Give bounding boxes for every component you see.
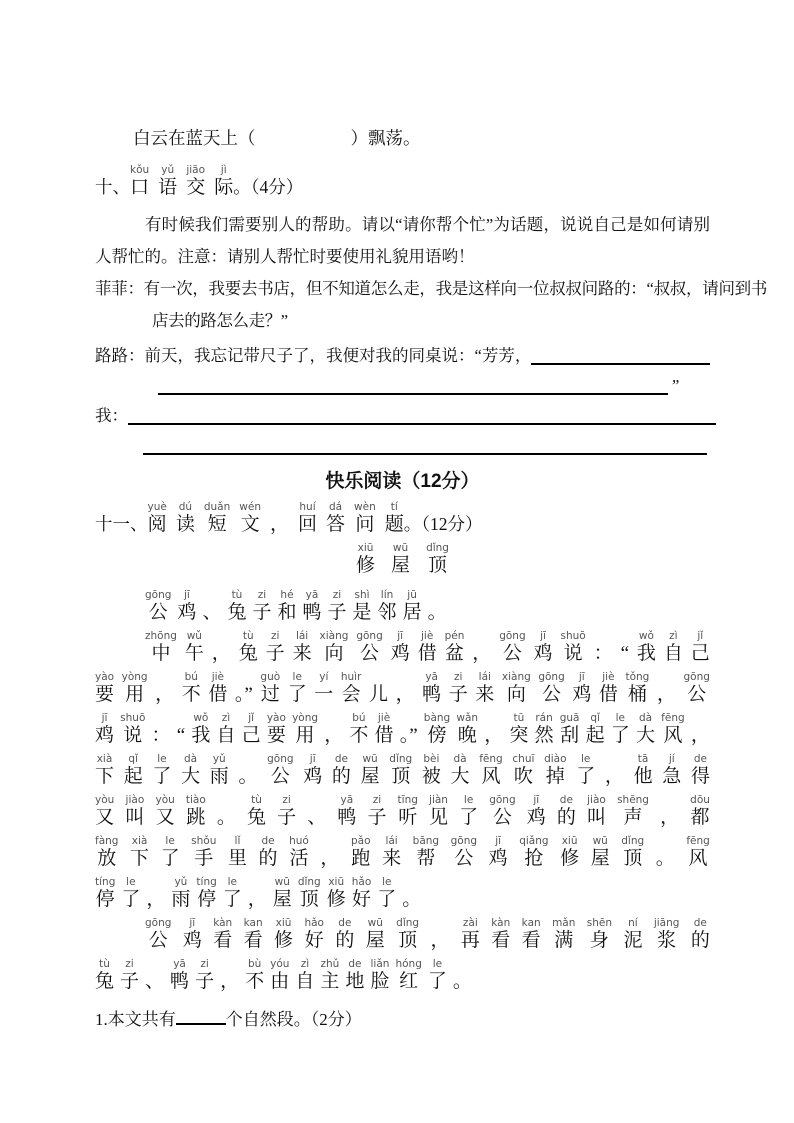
hanzi-token: yào 要 <box>266 712 286 746</box>
hanzi-token: gōng 公 <box>356 630 383 664</box>
hanzi-token: zi 子 <box>327 589 347 623</box>
hanzi-token: jiāng 浆 <box>653 917 680 951</box>
passage-line <box>95 583 710 624</box>
hanzi-token: jī 鸡 <box>177 589 197 623</box>
hanzi-token: tù 兔 <box>247 794 267 828</box>
hanzi-token: ní 泥 <box>623 917 643 951</box>
hanzi-token: fēng 风 <box>661 712 685 746</box>
question-1 <box>95 1007 710 1033</box>
section-10-title <box>130 164 233 199</box>
hanzi-token: shì 是 <box>352 589 372 623</box>
hanzi-token: xiàng 向 <box>319 630 349 664</box>
hanzi-token: le 了 <box>576 753 596 787</box>
hanzi-token: bàng 傍 <box>423 712 451 746</box>
hanzi-token: gōng 公 <box>267 753 294 787</box>
hanzi-token: gōng 公 <box>145 917 172 951</box>
hanzi-token: yuè 阅 <box>147 501 167 535</box>
section-11-heading <box>95 501 710 536</box>
passage-line <box>95 911 710 952</box>
hanzi-token: ， <box>247 889 267 910</box>
hanzi-token: zi 子 <box>448 671 468 705</box>
hanzi-token: jī 鸡 <box>182 917 202 951</box>
hanzi-token: bú 不 <box>181 671 201 705</box>
section-10-points: 。（4分） <box>233 177 304 197</box>
hanzi-token: gōng 公 <box>499 630 526 664</box>
hanzi-token: le 了 <box>121 876 141 910</box>
hanzi-token: pǎo 跑 <box>350 835 371 869</box>
section-11-number: 十一、 <box>95 514 148 534</box>
hanzi-token: le 了 <box>427 958 447 992</box>
hanzi-token: tù 兔 <box>238 630 258 664</box>
hanzi-token: 、 <box>202 602 222 623</box>
hanzi-token: zi 子 <box>252 589 272 623</box>
hanzi-token: 。 <box>427 602 447 623</box>
hanzi-token: 。” <box>234 684 253 705</box>
hanzi-token: zhōng 中 <box>145 630 177 664</box>
hanzi-token: kàn 看 <box>213 917 233 951</box>
hanzi-token: ， <box>660 807 680 828</box>
hanzi-token: hǎo 好 <box>304 917 324 951</box>
closing-quote: ” <box>672 376 680 395</box>
hanzi-token: de 的 <box>556 794 576 828</box>
hanzi-token: dà 大 <box>181 753 201 787</box>
question-1-prefix: 1.本文共有 <box>95 1010 176 1029</box>
hanzi-token: fàng 放 <box>95 835 119 869</box>
hanzi-token: guò 过 <box>260 671 281 705</box>
hanzi-token: shǒu 手 <box>191 835 217 869</box>
answer-line-2-row <box>95 369 710 399</box>
hanzi-token: ， <box>430 930 450 951</box>
hanzi-token: 。 <box>238 766 258 787</box>
hanzi-token: de 得 <box>690 753 710 787</box>
hanzi-token: ， <box>324 725 344 746</box>
hanzi-token: qiǎng 抢 <box>519 835 549 869</box>
hanzi-token: ： <box>593 643 613 664</box>
hanzi-token: ， <box>146 889 166 910</box>
hanzi-token: dǐng 顶 <box>621 835 645 869</box>
hanzi-token: ， <box>656 684 676 705</box>
hanzi-token: jiàn 见 <box>429 794 449 828</box>
hanzi-token: lái 来 <box>292 630 312 664</box>
hanzi-token: ， <box>320 848 340 869</box>
hanzi-token: tí 题 <box>384 501 404 535</box>
hanzi-token: “ <box>620 643 629 664</box>
section-11-points: 。（12分） <box>403 514 483 534</box>
hanzi-token: wén 文 <box>239 501 261 535</box>
hanzi-token: xiū 修 <box>560 835 580 869</box>
passage-title <box>95 542 710 577</box>
hanzi-token: rán 然 <box>534 712 554 746</box>
hanzi-token: gōng 公 <box>145 589 172 623</box>
passage-line <box>95 624 710 665</box>
hanzi-token: ， <box>604 766 624 787</box>
hanzi-token: shuō 说 <box>120 712 146 746</box>
hanzi-token: tù 兔 <box>95 958 115 992</box>
hanzi-token: gōng 公 <box>683 671 710 705</box>
hanzi-token: qǐ 起 <box>123 753 143 787</box>
hanzi-token: jǐ 己 <box>690 630 710 664</box>
dialogue-me-label: 我： <box>95 406 128 425</box>
hanzi-token: wèn 问 <box>354 501 376 535</box>
hanzi-token: liǎn 脸 <box>370 958 390 992</box>
hanzi-token: guā 刮 <box>559 712 580 746</box>
hanzi-token: dà 大 <box>450 753 470 787</box>
hanzi-token: ， <box>690 725 710 746</box>
hanzi-token: yǔ 雨 <box>209 753 229 787</box>
hanzi-token: de 的 <box>335 917 355 951</box>
hanzi-token: tíng 停 <box>95 876 116 910</box>
hanzi-token: fēng 风 <box>479 753 503 787</box>
section-10-heading <box>95 164 710 199</box>
hanzi-token: kan 看 <box>243 917 263 951</box>
hanzi-token: zi 子 <box>195 958 215 992</box>
hanzi-token: de 的 <box>331 753 351 787</box>
hanzi-token: ， <box>484 725 504 746</box>
passage-line <box>95 747 710 788</box>
hanzi-token: jī 鸡 <box>303 753 323 787</box>
dialogue-feifei: 菲菲：有一次，我要去书店，但不知道怎么走，我是这样向一位叔叔问路的：“叔叔，请问到书店去的路怎么走？” <box>95 279 767 330</box>
hanzi-token: yòu 又 <box>95 794 115 828</box>
hanzi-token: xiū 修 <box>274 917 294 951</box>
hanzi-token: ， <box>472 643 492 664</box>
section-10-instructions: 有时候我们需要别人的帮助。请以“请你帮个忙”为话题，说说自己是如何请别人帮忙的。注意：请别人帮忙时要使用礼貌用语哟！ <box>95 215 710 266</box>
hanzi-token: wū 屋 <box>360 753 380 787</box>
hanzi-token: qǐ 起 <box>585 712 605 746</box>
hanzi-token: ， <box>155 684 175 705</box>
hanzi-token: yā 鸭 <box>170 958 190 992</box>
section-10-number: 十、 <box>95 177 130 197</box>
hanzi-token: zi 子 <box>277 794 297 828</box>
hanzi-token: yòng 用 <box>121 671 148 705</box>
hanzi-token: zì 自 <box>663 630 683 664</box>
hanzi-token: jiào 叫 <box>586 794 606 828</box>
hanzi-token: kǒu 口 <box>130 164 150 198</box>
hanzi-token: huó 活 <box>289 835 309 869</box>
hanzi-token: tǒng 桶 <box>625 671 650 705</box>
passage-line <box>95 665 710 706</box>
hanzi-token: duǎn 短 <box>203 501 231 535</box>
fill-in-prefix: 白云在蓝天上（ <box>133 128 256 148</box>
section-11-title <box>148 501 404 536</box>
hanzi-token: xiàng 向 <box>501 671 531 705</box>
passage-line <box>95 788 710 829</box>
hanzi-token: jī 鸡 <box>526 794 546 828</box>
hanzi-token: zhǔ 主 <box>320 958 340 992</box>
hanzi-token: wū 屋 <box>272 876 292 910</box>
hanzi-token: yí 一 <box>314 671 334 705</box>
hanzi-token: yòu 又 <box>155 794 175 828</box>
hanzi-token: 。” <box>399 725 418 746</box>
hanzi-token: chuī 吹 <box>512 753 535 787</box>
hanzi-token: de 的 <box>690 917 710 951</box>
hanzi-token: le 了 <box>222 876 242 910</box>
hanzi-token: jiāo 交 <box>186 164 206 198</box>
hanzi-token: 。 <box>402 889 422 910</box>
hanzi-token: dá 答 <box>326 501 346 535</box>
dialogue-lulu <box>95 337 710 369</box>
hanzi-token: le 了 <box>152 753 172 787</box>
hanzi-token: lái 来 <box>382 835 402 869</box>
hanzi-token: wū 屋 <box>365 917 385 951</box>
hanzi-token: jí 急 <box>662 753 682 787</box>
hanzi-token: zi 子 <box>367 794 387 828</box>
hanzi-token: ， <box>220 971 240 992</box>
hanzi-token: jū 居 <box>402 589 422 623</box>
hanzi-token: diào 掉 <box>544 753 567 787</box>
dialogue-lulu-text: 路路：前天，我忘记带尺子了，我便对我的同桌说：“芳芳， <box>95 346 532 365</box>
question-1-suffix: 个自然段。（2分） <box>225 1010 362 1029</box>
hanzi-token: jǐ 己 <box>241 712 261 746</box>
hanzi-token: tīng 听 <box>397 794 418 828</box>
hanzi-token: ， <box>211 643 231 664</box>
hanzi-token: tiào 跳 <box>185 794 206 828</box>
hanzi-token: tū 突 <box>509 712 529 746</box>
hanzi-token: lǐ 里 <box>227 835 247 869</box>
passage-line <box>95 870 710 911</box>
hanzi-token: le 了 <box>459 794 479 828</box>
hanzi-token: le 了 <box>377 876 397 910</box>
hanzi-token: de 地 <box>345 958 365 992</box>
fill-in-sentence <box>95 122 710 154</box>
hanzi-token: jī 鸡 <box>95 712 115 746</box>
hanzi-token: xiū 修 <box>326 876 346 910</box>
hanzi-token: fēng 风 <box>686 835 710 869</box>
hanzi-token: yā 鸭 <box>337 794 357 828</box>
hanzi-token: hé 和 <box>277 589 297 623</box>
reading-section-banner: 快乐阅读（12分） <box>325 471 480 492</box>
hanzi-token: bù 不 <box>245 958 265 992</box>
answer-line-3 <box>128 423 716 425</box>
hanzi-token: gōng 公 <box>489 794 516 828</box>
passage-body <box>95 583 710 993</box>
hanzi-token: shēng 声 <box>617 794 649 828</box>
hanzi-token: dǐng 顶 <box>389 753 413 787</box>
hanzi-token: le 了 <box>610 712 630 746</box>
hanzi-token: yā 鸭 <box>422 671 442 705</box>
hanzi-token: zì 自 <box>295 958 315 992</box>
hanzi-token: lín 邻 <box>377 589 397 623</box>
hanzi-token: xià 下 <box>130 835 150 869</box>
hanzi-token: 儿 <box>368 684 388 705</box>
hanzi-token: jì 际 <box>214 164 234 198</box>
hanzi-token: 。 <box>216 807 236 828</box>
hanzi-token: yǔ 语 <box>158 164 178 198</box>
hanzi-token: pén 盆 <box>444 630 465 664</box>
hanzi-token: dōu 都 <box>690 794 710 828</box>
hanzi-token: 、 <box>307 807 327 828</box>
hanzi-token: jiè 借 <box>208 671 228 705</box>
hanzi-token: 。 <box>655 848 675 869</box>
hanzi-token: ： <box>151 725 171 746</box>
hanzi-token: huìr 会 <box>340 671 362 705</box>
hanzi-token: ， <box>269 514 289 535</box>
hanzi-token: mǎn 满 <box>552 917 576 951</box>
hanzi-token: zi 子 <box>265 630 285 664</box>
hanzi-token: hóng 红 <box>395 958 422 992</box>
dialogue-me-row <box>95 399 710 429</box>
hanzi-token: tā 他 <box>633 753 653 787</box>
hanzi-token: jiè 借 <box>417 630 437 664</box>
passage-line <box>95 952 710 993</box>
passage-line <box>95 706 710 747</box>
hanzi-token: le 了 <box>287 671 307 705</box>
hanzi-token: zi 子 <box>120 958 140 992</box>
hanzi-token: huí 回 <box>298 501 318 535</box>
hanzi-token: xiū 修 <box>356 542 376 576</box>
hanzi-token: dú 读 <box>175 501 195 535</box>
hanzi-token: de 的 <box>258 835 278 869</box>
fill-in-suffix: ）飘荡。 <box>350 128 421 148</box>
hanzi-token: shuō 说 <box>560 630 586 664</box>
hanzi-token: hǎo 好 <box>351 876 372 910</box>
hanzi-token: jī 鸡 <box>572 671 592 705</box>
hanzi-token: bú 不 <box>349 712 369 746</box>
answer-line-2 <box>158 393 668 395</box>
hanzi-token: bāng 帮 <box>412 835 440 869</box>
hanzi-token: xià 下 <box>95 753 115 787</box>
hanzi-token: jī 鸡 <box>488 835 508 869</box>
hanzi-token: dǐng 顶 <box>297 876 321 910</box>
passage-line <box>95 829 710 870</box>
hanzi-token: yǔ 雨 <box>171 876 191 910</box>
hanzi-token: gōng 公 <box>538 671 565 705</box>
hanzi-token: wū 屋 <box>391 542 411 576</box>
hanzi-token: zài 再 <box>460 917 480 951</box>
hanzi-token: jī 鸡 <box>533 630 553 664</box>
question-1-blank <box>176 1019 226 1025</box>
hanzi-token: kàn 看 <box>491 917 511 951</box>
hanzi-token: yā 鸭 <box>302 589 322 623</box>
hanzi-token: tíng 停 <box>196 876 217 910</box>
hanzi-token: le 了 <box>160 835 180 869</box>
hanzi-token: jiè 借 <box>598 671 618 705</box>
hanzi-token: shēn 身 <box>586 917 613 951</box>
hanzi-token: yào 要 <box>95 671 115 705</box>
hanzi-token: dǐng 顶 <box>396 917 420 951</box>
answer-line-1 <box>531 363 710 365</box>
answer-line-4 <box>143 453 707 455</box>
hanzi-token: yóu 由 <box>270 958 290 992</box>
hanzi-token: 。 <box>452 971 472 992</box>
hanzi-token: jī 鸡 <box>390 630 410 664</box>
hanzi-token: wū 屋 <box>590 835 610 869</box>
hanzi-token: zì 自 <box>216 712 236 746</box>
hanzi-token: lái 来 <box>475 671 495 705</box>
hanzi-token: ， <box>395 684 415 705</box>
hanzi-token: “ <box>176 725 186 746</box>
hanzi-token: wǔ 午 <box>184 630 204 664</box>
hanzi-token: jiè 借 <box>374 712 394 746</box>
hanzi-token: tù 兔 <box>227 589 247 623</box>
hanzi-token: 、 <box>145 971 165 992</box>
hanzi-token: wǒ 我 <box>191 712 211 746</box>
hanzi-token: dà 大 <box>636 712 656 746</box>
hanzi-token: dǐng 顶 <box>426 542 449 576</box>
hanzi-token: wǎn 晚 <box>456 712 479 746</box>
hanzi-token: wǒ 我 <box>636 630 656 664</box>
hanzi-token: gōng 公 <box>450 835 478 869</box>
hanzi-token: yòng 用 <box>292 712 319 746</box>
hanzi-token: jiào 叫 <box>125 794 145 828</box>
hanzi-token: kan 看 <box>521 917 541 951</box>
hanzi-token: bèi 被 <box>421 753 441 787</box>
answer-line-4-row <box>95 429 710 457</box>
